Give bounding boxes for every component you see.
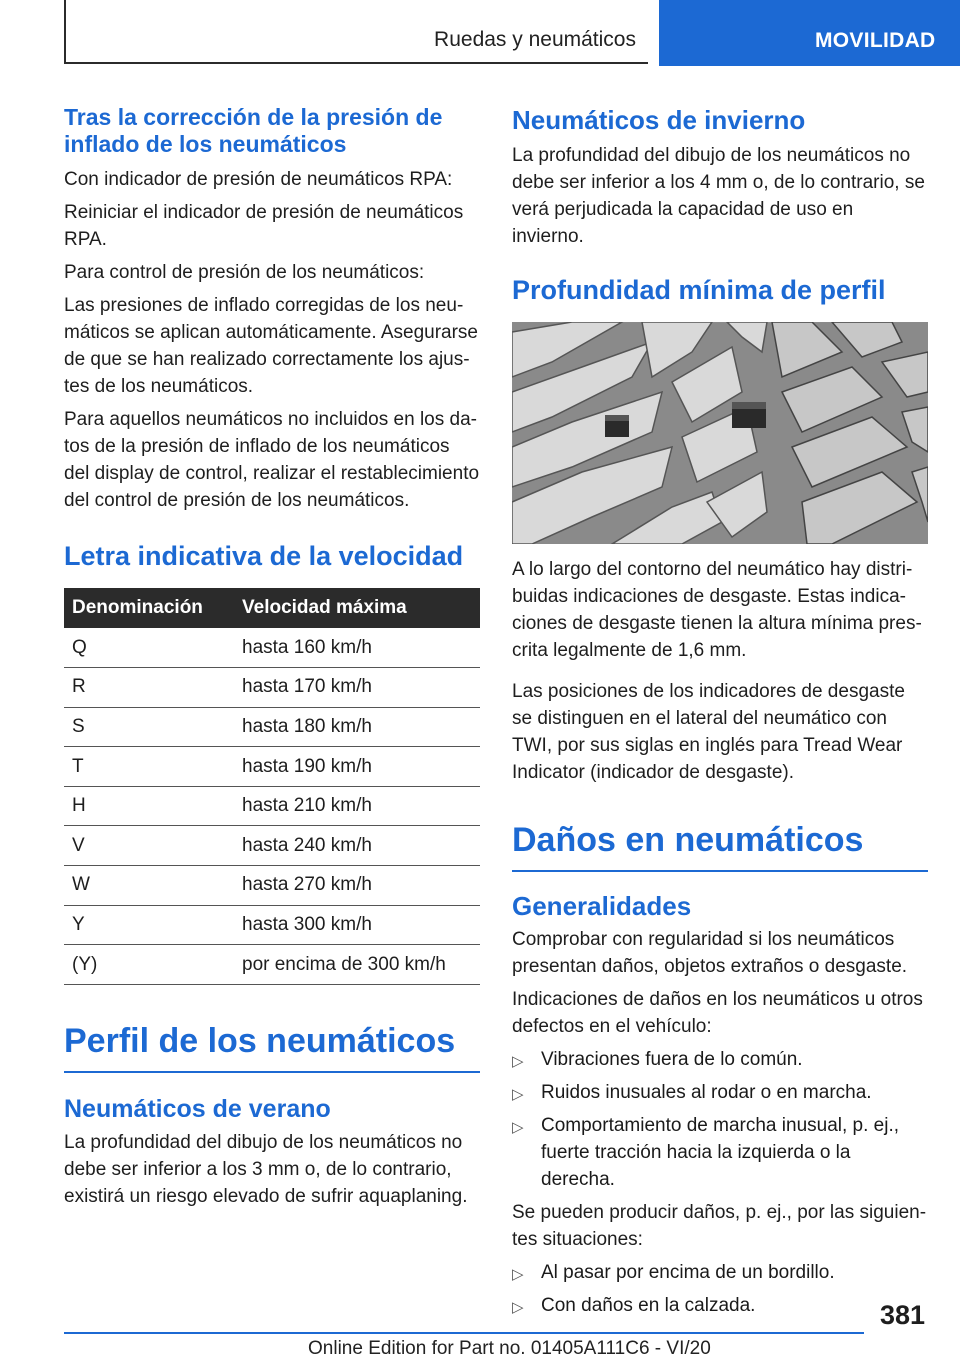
table-header-velocidad: Velocidad máxima <box>234 588 480 628</box>
table-cell-code: V <box>64 826 234 866</box>
para-situaciones: Se pueden producir daños, p. ej., por las siguientes situaciones: <box>512 1202 927 1250</box>
heading-invierno: Neumáticos de invierno <box>512 105 806 135</box>
left-column <box>64 104 480 1210</box>
table-cell-code: S <box>64 707 234 747</box>
table-cell-speed: hasta 170 km/h <box>234 668 480 708</box>
para-rpa: Con indicador de presión de neumáticos RPA: <box>64 169 453 190</box>
section-title: Ruedas y neumáticos <box>434 28 636 51</box>
list-item-text: Comportamiento de marcha inusual, p. ej., fuerte tracción hacia la izquierda o la derecha. <box>541 1115 900 1190</box>
table-cell-code: W <box>64 866 234 906</box>
list-item-text: Con daños en la calzada. <box>541 1295 756 1316</box>
table-cell-code: H <box>64 786 234 826</box>
table-row <box>64 747 480 787</box>
table-cell-code: T <box>64 747 234 787</box>
table-cell-speed: hasta 210 km/h <box>234 786 480 826</box>
heading-correccion: Tras la corrección de la presión de inflado de los neumáticos <box>64 104 443 157</box>
tread-wear-figure <box>512 322 928 544</box>
table-row <box>64 707 480 747</box>
situation-list <box>512 1259 928 1319</box>
speed-table <box>64 588 480 985</box>
table-cell-speed: hasta 300 km/h <box>234 905 480 945</box>
para-comprobar: Comprobar con regularidad si los neumáticos presentan daños, objetos extraños o desgaste. <box>512 929 908 977</box>
table-cell-speed: hasta 190 km/h <box>234 747 480 787</box>
triangle-bullet-icon: ▷ <box>512 1119 524 1136</box>
chapter-tab[interactable]: MOVILIDAD <box>659 0 960 66</box>
list-item <box>512 1259 928 1286</box>
table-cell-speed: hasta 160 km/h <box>234 628 480 668</box>
table-row <box>64 786 480 826</box>
heading-generalidades: Generalidades <box>512 891 692 921</box>
para-indicaciones: Indicaciones de daños en los neumáticos u otros defectos en el vehículo: <box>512 989 923 1037</box>
table-cell-speed: por encima de 300 km/h <box>234 945 480 985</box>
triangle-bullet-icon: ▷ <box>512 1266 524 1283</box>
edition-footer: Online Edition for Part no. 01405A111C6 - VI/20 <box>308 1338 711 1359</box>
list-item <box>512 1046 928 1073</box>
para-reiniciar: Reiniciar el indicador de presión de neumáticos RPA. <box>64 202 464 250</box>
triangle-bullet-icon: ▷ <box>512 1086 524 1103</box>
right-column <box>512 104 928 1319</box>
defect-list <box>512 1046 928 1193</box>
triangle-bullet-icon: ▷ <box>512 1299 524 1316</box>
heading-letra-velocidad: Letra indicativa de la velocidad <box>64 541 464 571</box>
tire-tread-image <box>512 322 928 544</box>
page-number: 381 <box>879 1300 925 1330</box>
heading-perfil: Perfil de los neumáticos <box>64 1021 480 1073</box>
heading-profundidad: Profundidad mínima de perfil <box>512 275 886 305</box>
para-invierno: La profundidad del dibujo de los neumáticos no debe ser inferior a los 4 mm o, de lo contrario, se verá perjudicada la capacidad de uso en invierno. <box>512 145 925 247</box>
table-cell-code: Y <box>64 905 234 945</box>
triangle-bullet-icon: ▷ <box>512 1053 524 1070</box>
list-item-text: Ruidos inusuales al rodar o en marcha. <box>541 1082 872 1103</box>
page-header <box>0 0 960 66</box>
para-control: Para control de presión de los neumáticos: <box>64 262 425 283</box>
table-row <box>64 628 480 668</box>
footer-rule <box>64 1332 864 1334</box>
table-cell-code: Q <box>64 628 234 668</box>
table-row <box>64 826 480 866</box>
list-item-text: Al pasar por encima de un bordillo. <box>541 1262 835 1283</box>
para-restablecimiento: Para aquellos neumáticos no incluidos en los datos de la presión de inflado de los neumáticos del display de control, realizar el restablecimiento del control de presión de los neumáticos. <box>64 409 480 511</box>
heading-verano: Neumáticos de verano <box>64 1094 331 1123</box>
table-row <box>64 668 480 708</box>
table-cell-code: R <box>64 668 234 708</box>
para-contorno: A lo largo del contorno del neumático hay distribuidas indicaciones de desgaste. Estas indicaciones de desgaste tienen la altura mínima prescrita legalmente de 1,6 mm. <box>512 559 922 661</box>
table-cell-speed: hasta 240 km/h <box>234 826 480 866</box>
list-item <box>512 1292 928 1319</box>
table-cell-code: (Y) <box>64 945 234 985</box>
list-item-text: Vibraciones fuera de lo común. <box>541 1049 803 1070</box>
heading-danos: Daños en neumáticos <box>512 820 928 872</box>
para-posiciones: Las posiciones de los indicadores de desgaste se distinguen en el lateral del neumático con TWI, por sus siglas en inglés para Tread Wear Indicator (indicador de desgaste). <box>512 681 905 783</box>
table-cell-speed: hasta 180 km/h <box>234 707 480 747</box>
list-item <box>512 1112 928 1193</box>
list-item <box>512 1079 928 1106</box>
table-row <box>64 905 480 945</box>
para-presiones: Las presiones de inflado corregidas de los neumáticos se aplican automáticamente. Asegurarse de que se han realizado correctamente los ajustes de los neumáticos. <box>64 295 478 397</box>
table-cell-speed: hasta 270 km/h <box>234 866 480 906</box>
table-header-denominacion: Denominación <box>64 588 234 628</box>
table-row <box>64 945 480 985</box>
table-row <box>64 866 480 906</box>
para-verano: La profundidad del dibujo de los neumáticos no debe ser inferior a los 3 mm o, de lo contrario, existirá un riesgo elevado de sufrir aquaplaning. <box>64 1131 468 1207</box>
table-header-row <box>64 588 480 628</box>
